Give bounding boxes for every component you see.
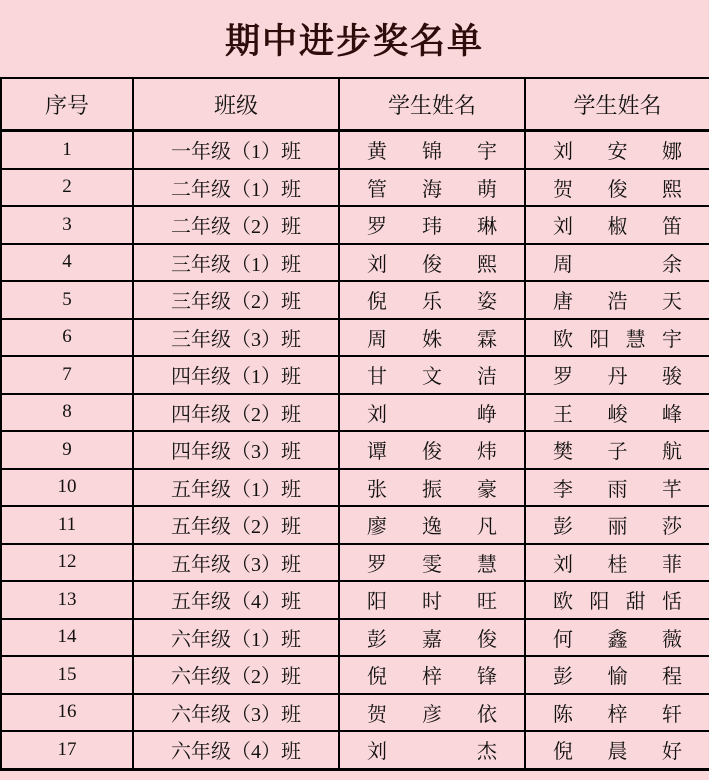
table-row [1,469,709,507]
student-name [553,660,682,689]
name-character: 彦 [422,703,442,726]
student-name [553,585,682,614]
name-character: 轩 [662,703,682,726]
name-character: 雨 [607,478,628,501]
name-character: 黄 [367,141,387,164]
student-name-cell-1 [339,206,525,244]
student-name-cell-2 [525,656,709,694]
table-row [1,356,709,394]
serial-cell: 14 [1,619,133,657]
serial-cell: 9 [1,431,133,469]
table-row [1,169,709,207]
name-character: 彭 [553,666,573,689]
name-character: 罗 [553,366,573,389]
student-name [367,173,497,202]
name-character: 丽 [607,516,628,539]
name-character: 好 [662,741,682,764]
table-row [1,244,709,282]
name-character: 峻 [607,403,628,426]
name-character: 晨 [607,741,628,764]
name-character: 旺 [477,591,497,614]
class-cell: 三年级（3）班 [133,319,339,357]
student-name [367,323,497,352]
name-character: 慧 [477,553,497,576]
name-character: 乐 [422,291,442,314]
serial-cell: 11 [1,506,133,544]
name-character: 阳 [589,328,610,351]
student-name [553,473,682,502]
student-name-cell-1 [339,356,525,394]
name-character: 倪 [367,291,387,314]
header-row [1,78,709,131]
header-serial: 序号 [1,78,133,131]
student-name-cell-2 [525,544,709,582]
serial-cell: 17 [1,731,133,769]
class-cell: 二年级（2）班 [133,206,339,244]
name-character: 子 [607,441,628,464]
student-name [553,323,682,352]
serial-cell: 10 [1,469,133,507]
student-name [367,660,497,689]
class-cell: 三年级（2）班 [133,281,339,319]
student-name-cell-1 [339,131,525,169]
name-character: 文 [422,366,442,389]
name-character: 骏 [662,366,682,389]
serial-cell: 4 [1,244,133,282]
table-row [1,206,709,244]
name-character: 萌 [477,178,497,201]
student-name [367,473,497,502]
serial-cell: 8 [1,394,133,432]
name-character: 峥 [477,403,497,426]
class-cell: 二年级（1）班 [133,169,339,207]
name-character: 逸 [422,516,442,539]
table-row [1,131,709,169]
name-character: 锋 [477,666,497,689]
name-character: 李 [553,478,573,501]
name-character: 椒 [607,216,628,239]
name-character: 管 [367,178,387,201]
student-name-cell-2 [525,731,709,769]
table-row [1,694,709,732]
name-character: 笛 [662,216,682,239]
name-character: 嘉 [422,628,442,651]
student-name [367,548,497,577]
name-character: 罗 [367,216,387,239]
class-cell: 四年级（2）班 [133,394,339,432]
table-row [1,731,709,769]
student-name [367,285,497,314]
name-character: 杰 [477,741,497,764]
student-name-cell-2 [525,469,709,507]
name-character: 姝 [422,328,442,351]
name-character: 峰 [662,403,682,426]
student-name-cell-2 [525,206,709,244]
student-name [367,398,497,427]
name-character: 陈 [553,703,573,726]
student-name-cell-1 [339,394,525,432]
name-character: 宇 [477,141,497,164]
name-character: 锦 [422,141,442,164]
student-name-cell-2 [525,356,709,394]
name-character: 倪 [553,741,573,764]
class-cell: 六年级（3）班 [133,694,339,732]
student-name [367,210,497,239]
student-name [367,735,497,764]
student-name-cell-2 [525,694,709,732]
student-name-cell-1 [339,544,525,582]
student-name [553,173,682,202]
table-row [1,544,709,582]
student-name-cell-1 [339,469,525,507]
name-character: 刘 [367,403,387,426]
name-character: 振 [422,478,442,501]
student-name [367,360,497,389]
name-character: 时 [422,591,442,614]
name-character: 桂 [607,553,628,576]
name-character: 张 [367,478,387,501]
table-body [1,131,709,770]
award-table [0,77,709,771]
table-row [1,394,709,432]
header-student-name-2: 学生姓名 [525,78,709,131]
student-name-cell-1 [339,694,525,732]
name-character: 海 [422,178,442,201]
name-character: 熙 [662,178,682,201]
name-character: 王 [553,403,573,426]
student-name [553,435,682,464]
name-character: 刘 [367,741,387,764]
name-character: 刘 [553,216,573,239]
serial-cell: 13 [1,581,133,619]
class-cell: 五年级（3）班 [133,544,339,582]
name-character: 芊 [662,478,682,501]
table-row [1,431,709,469]
student-name [553,548,682,577]
class-cell: 三年级（1）班 [133,244,339,282]
student-name-cell-1 [339,431,525,469]
name-character: 莎 [662,516,682,539]
name-character: 恬 [661,591,682,614]
name-character: 梓 [607,703,628,726]
class-cell: 六年级（4）班 [133,731,339,769]
table-row [1,506,709,544]
student-name-cell-1 [339,731,525,769]
student-name [553,248,682,277]
table-row [1,656,709,694]
name-character: 唐 [553,291,573,314]
table-row [1,619,709,657]
name-character: 雯 [422,553,442,576]
student-name-cell-1 [339,619,525,657]
student-name [367,135,497,164]
class-cell: 一年级（1）班 [133,131,339,169]
name-character: 慧 [625,328,646,351]
serial-cell: 7 [1,356,133,394]
name-character: 天 [662,291,682,314]
student-name-cell-1 [339,506,525,544]
title-bar [0,0,709,77]
student-name-cell-2 [525,244,709,282]
student-name-cell-1 [339,319,525,357]
name-character: 依 [477,703,497,726]
name-character: 霖 [477,328,497,351]
student-name [367,248,497,277]
name-character: 鑫 [607,628,628,651]
class-cell: 五年级（4）班 [133,581,339,619]
student-name [553,135,682,164]
class-cell: 六年级（1）班 [133,619,339,657]
student-name [553,398,682,427]
student-name [553,623,682,652]
name-character: 俊 [422,253,442,276]
student-name [367,698,497,727]
name-character: 熙 [477,253,497,276]
student-name-cell-2 [525,581,709,619]
student-name-cell-1 [339,656,525,694]
student-name [553,360,682,389]
name-character: 余 [662,253,682,276]
student-name [553,510,682,539]
student-name-cell-2 [525,131,709,169]
name-character: 娜 [662,141,682,164]
student-name-cell-2 [525,319,709,357]
name-character: 贺 [367,703,387,726]
student-name-cell-2 [525,431,709,469]
student-name-cell-1 [339,169,525,207]
serial-cell: 5 [1,281,133,319]
class-cell: 五年级（2）班 [133,506,339,544]
name-character: 彭 [553,516,573,539]
name-character: 阳 [367,591,387,614]
serial-cell: 16 [1,694,133,732]
name-character: 廖 [367,516,387,539]
serial-cell: 6 [1,319,133,357]
header-class: 班级 [133,78,339,131]
student-name-cell-2 [525,619,709,657]
student-name [553,285,682,314]
student-name [367,585,497,614]
serial-cell: 12 [1,544,133,582]
name-character: 周 [553,253,573,276]
name-character: 甘 [367,366,387,389]
student-name [367,435,497,464]
name-character: 丹 [607,366,628,389]
table-row [1,281,709,319]
name-character: 何 [553,628,573,651]
serial-cell: 2 [1,169,133,207]
name-character: 刘 [553,553,573,576]
name-character: 刘 [553,141,573,164]
name-character: 愉 [607,666,628,689]
name-character: 宇 [661,328,682,351]
name-character: 程 [662,666,682,689]
page-title: 期中进步奖名单 [224,21,484,61]
student-name-cell-1 [339,281,525,319]
name-character: 罗 [367,553,387,576]
name-character: 姿 [477,291,497,314]
name-character: 樊 [553,441,573,464]
serial-cell: 15 [1,656,133,694]
name-character: 菲 [662,553,682,576]
student-name [553,698,682,727]
name-character: 彭 [367,628,387,651]
student-name-cell-2 [525,281,709,319]
name-character: 谭 [367,441,387,464]
name-character: 玮 [422,216,442,239]
class-cell: 四年级（1）班 [133,356,339,394]
name-character: 贺 [553,178,573,201]
name-character: 薇 [662,628,682,651]
name-character: 俊 [477,628,497,651]
name-character: 倪 [367,666,387,689]
name-character: 豪 [477,478,497,501]
class-cell: 六年级（2）班 [133,656,339,694]
name-character: 俊 [607,178,628,201]
name-character: 洁 [477,366,497,389]
student-name [553,210,682,239]
header-student-name-1: 学生姓名 [339,78,525,131]
table-row [1,319,709,357]
name-character: 甜 [625,591,646,614]
name-character: 安 [607,141,628,164]
serial-cell: 3 [1,206,133,244]
student-name-cell-2 [525,506,709,544]
student-name-cell-2 [525,169,709,207]
name-character: 凡 [477,516,497,539]
name-character: 阳 [589,591,610,614]
table-row [1,581,709,619]
serial-cell: 1 [1,131,133,169]
name-character: 周 [367,328,387,351]
student-name-cell-2 [525,394,709,432]
name-character: 欧 [553,328,573,351]
student-name-cell-1 [339,244,525,282]
student-name [367,510,497,539]
class-cell: 五年级（1）班 [133,469,339,507]
name-character: 欧 [553,591,573,614]
student-name-cell-1 [339,581,525,619]
class-cell: 四年级（3）班 [133,431,339,469]
name-character: 琳 [477,216,497,239]
name-character: 梓 [422,666,442,689]
name-character: 俊 [422,441,442,464]
name-character: 炜 [477,441,497,464]
name-character: 浩 [607,291,628,314]
name-character: 航 [662,441,682,464]
student-name [553,735,682,764]
name-character: 刘 [367,253,387,276]
student-name [367,623,497,652]
